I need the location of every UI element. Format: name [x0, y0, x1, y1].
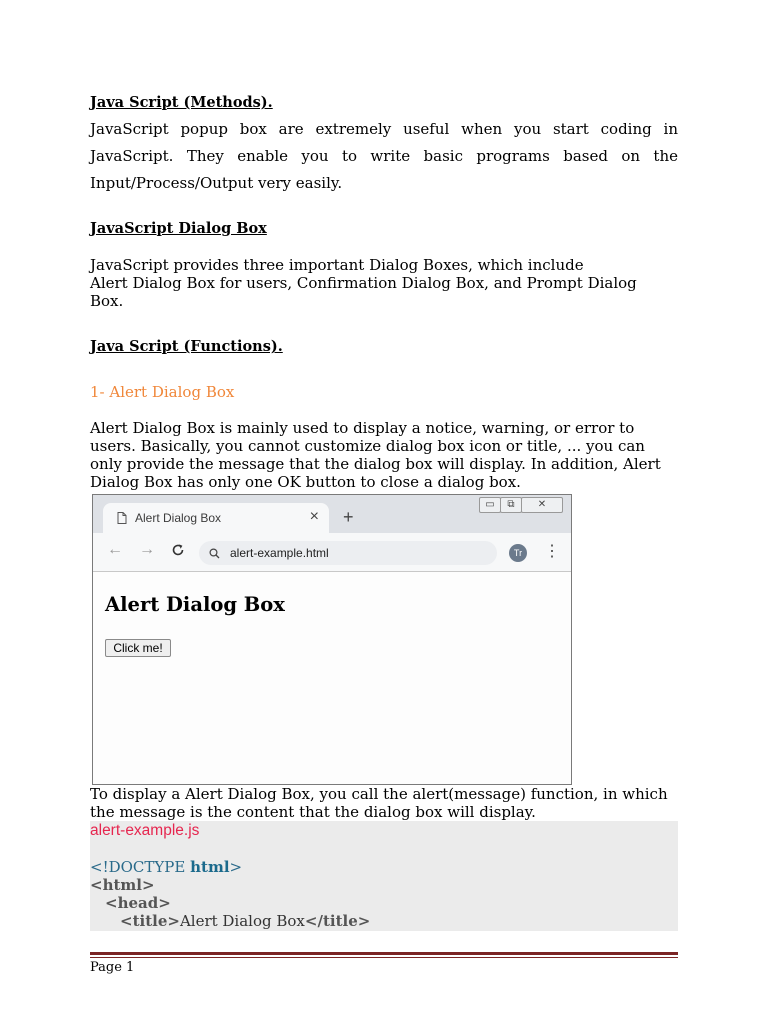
code-title-line — [120, 912, 370, 930]
back-icon[interactable]: ← — [107, 541, 123, 558]
search-icon — [209, 548, 220, 559]
minimize-icon[interactable]: ▭ — [479, 497, 501, 513]
reload-icon[interactable] — [171, 543, 185, 557]
footer-rule — [90, 952, 678, 955]
avatar[interactable]: Tr — [509, 544, 527, 562]
browser-tab[interactable] — [103, 503, 329, 533]
after-line-2: the message is the content that the dialog box will display. — [90, 803, 536, 821]
dialog-line-1: JavaScript provides three important Dialog Boxes, which include — [90, 256, 584, 274]
title-text: Alert Dialog Box — [179, 912, 305, 930]
close-window-icon[interactable]: ✕ — [521, 497, 563, 513]
alert-line-1: Alert Dialog Box is mainly used to display a notice, warning, or error to — [90, 419, 635, 437]
title-open: <title> — [120, 912, 180, 930]
title-close: </title> — [304, 912, 371, 930]
menu-icon[interactable]: ⋮ — [544, 543, 560, 560]
after-line-1: To display a Alert Dialog Box, you call the alert(message) function, in which — [90, 785, 668, 803]
forward-icon[interactable]: → — [139, 541, 155, 558]
footer-rule-thin — [90, 957, 678, 958]
alert-line-2: users. Basically, you cannot customize dialog box icon or title, ... you can — [90, 437, 645, 455]
page-number: Page 1 — [90, 960, 135, 975]
window-controls — [480, 497, 563, 513]
dialog-line-3: Box. — [90, 292, 124, 310]
alert-line-4: Dialog Box has only one OK button to close a dialog box. — [90, 473, 521, 491]
code-html-tag — [90, 876, 155, 894]
heading-methods: Java Script (Methods). — [90, 94, 273, 111]
restore-icon[interactable]: ⧉ — [500, 497, 522, 513]
tab-title: Alert Dialog Box — [135, 511, 222, 525]
address-bar[interactable] — [199, 541, 497, 565]
plus-icon[interactable]: + — [343, 507, 354, 527]
section-alert-title: 1- Alert Dialog Box — [90, 383, 235, 401]
code-doctype — [90, 858, 242, 876]
browser-toolbar — [93, 533, 571, 572]
heading-dialog: JavaScript Dialog Box — [90, 220, 267, 237]
heading-functions: Java Script (Functions). — [90, 338, 283, 355]
code-filename: alert-example.js — [90, 822, 200, 839]
page-icon — [117, 512, 127, 524]
tab-bar — [93, 495, 571, 533]
head-tag: <head> — [105, 894, 171, 912]
code-block — [90, 821, 678, 931]
intro-line-2: JavaScript. They enable you to write basic programs based on the — [90, 147, 678, 165]
code-head-tag — [105, 894, 171, 912]
browser-screenshot — [92, 494, 572, 785]
dialog-line-2: Alert Dialog Box for users, Confirmation Dialog Box, and Prompt Dialog — [90, 274, 637, 292]
html-tag: <html> — [90, 876, 155, 894]
url-text: alert-example.html — [230, 546, 329, 560]
click-me-button[interactable]: Click me! — [105, 639, 171, 657]
doctype-open: <!DOCTYPE — [90, 858, 191, 876]
doctype-html: html — [190, 858, 230, 876]
intro-line-3: Input/Process/Output very easily. — [90, 174, 343, 192]
doctype-close: > — [229, 858, 243, 876]
close-icon[interactable]: × — [309, 508, 319, 525]
alert-line-3: only provide the message that the dialog box will display. In addition, Alert — [90, 455, 661, 473]
intro-line-1: JavaScript popup box are extremely useful when you start coding in — [90, 120, 678, 138]
page-title: Alert Dialog Box — [105, 593, 285, 616]
